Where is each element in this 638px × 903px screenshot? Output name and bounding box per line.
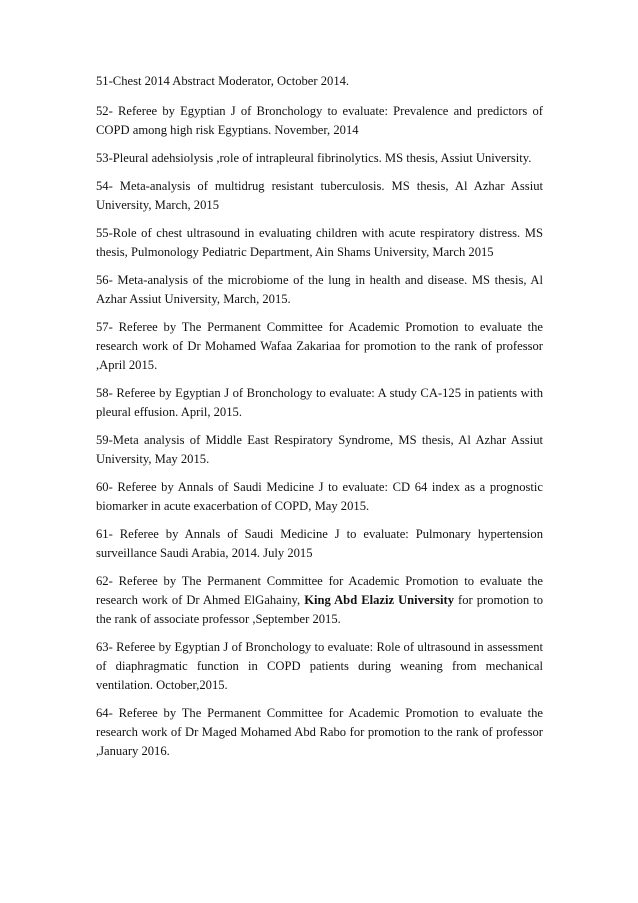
entry-64-text: 64- Referee by The Permanent Committee for Academic Promotion to evaluate the research work of Dr Maged Mohamed Abd Rabo for promotion to the rank of professor ,January 2016. [96, 706, 543, 758]
entry-64 [96, 704, 543, 761]
entry-62-text-a: 62- Referee by The Permanent Committee for Academic Promotion to evaluate the research work of Dr Ahmed ElGahainy, [96, 574, 543, 607]
entry-61 [96, 525, 543, 563]
entry-54 [96, 177, 543, 215]
entry-57-text: 57- Referee by The Permanent Committee for Academic Promotion to evaluate the research work of Dr Mohamed Wafaa Zakariaa for promotion to the rank of professor ,April 2015. [96, 320, 543, 372]
entry-61-text: 61- Referee by Annals of Saudi Medicine J to evaluate: Pulmonary hypertension surveillance Saudi Arabia, 2014. July 2015 [96, 527, 543, 560]
entry-58 [96, 384, 543, 422]
entry-63-text: 63- Referee by Egyptian J of Bronchology to evaluate: Role of ultrasound in assessment of diaphragmatic function in COPD patients during weaning from mechanical ventilation. October,2015. [96, 640, 543, 692]
entry-59-text: 59-Meta analysis of Middle East Respiratory Syndrome, MS thesis, Al Azhar Assiut University, May 2015. [96, 433, 543, 466]
entry-62 [96, 572, 543, 629]
entry-63 [96, 638, 543, 695]
entry-55 [96, 224, 543, 262]
entry-60 [96, 478, 543, 516]
entries-list [96, 72, 543, 770]
entry-60-text: 60- Referee by Annals of Saudi Medicine J to evaluate: CD 64 index as a prognostic biomarker in acute exacerbation of COPD, May 2015. [96, 480, 543, 513]
entry-57 [96, 318, 543, 375]
entry-52-text: 52- Referee by Egyptian J of Bronchology to evaluate: Prevalence and predictors of COPD among high risk Egyptians. November, 2014 [96, 104, 543, 137]
entry-51-text: 51-Chest 2014 Abstract Moderator, October 2014. [96, 74, 350, 88]
entry-62-text-b: for promotion to the rank of associate professor ,September 2015. [96, 593, 544, 626]
entry-58-text: 58- Referee by Egyptian J of Bronchology to evaluate: A study CA-125 in patients with pleural effusion. April, 2015. [96, 386, 543, 419]
entry-59 [96, 431, 543, 469]
entry-56-text: 56- Meta-analysis of the microbiome of the lung in health and disease. MS thesis, Al Azhar Assiut University, March, 2015. [96, 273, 543, 306]
entry-53-text: 53-Pleural adehsiolysis ,role of intrapleural fibrinolytics. MS thesis, Assiut University. [96, 151, 532, 165]
entry-62-university-name: King Abd Elaziz University [304, 593, 455, 607]
entry-54-text: 54- Meta-analysis of multidrug resistant tuberculosis. MS thesis, Al Azhar Assiut University, March, 2015 [96, 179, 543, 212]
entry-53 [96, 149, 543, 168]
entry-52 [96, 102, 543, 140]
entry-51 [96, 72, 543, 91]
entry-55-text: 55-Role of chest ultrasound in evaluating children with acute respiratory distress. MS thesis, Pulmonology Pediatric Department, Ain Shams University, March 2015 [96, 226, 543, 259]
entry-56 [96, 271, 543, 309]
